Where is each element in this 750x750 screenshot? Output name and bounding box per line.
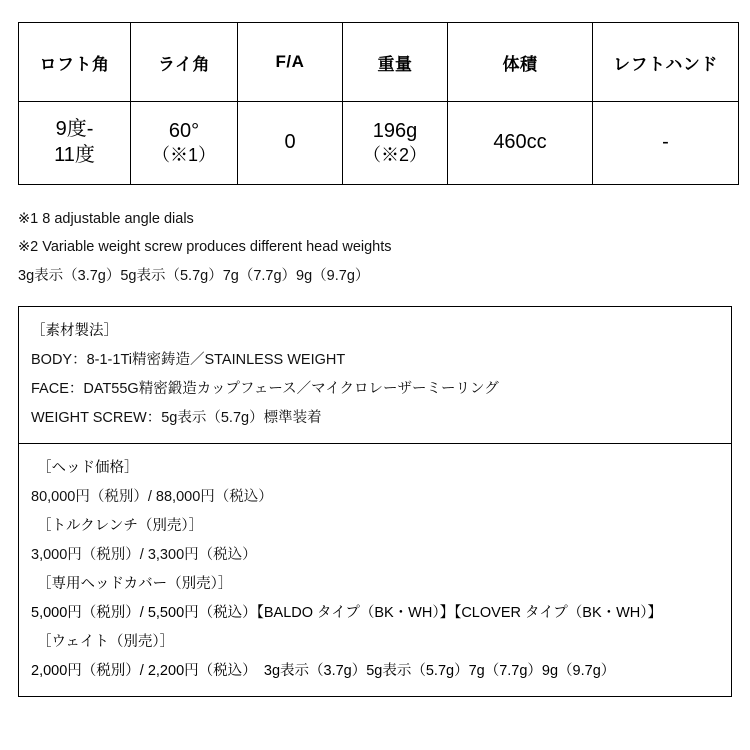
column-header-weight: 重量 (343, 23, 448, 102)
material-weight-screw-line: WEIGHT SCREW：5g表示（5.7g）標準装着 (31, 409, 322, 426)
weight-option-heading: ［ウェイト（別売）］ (37, 633, 175, 650)
material-body-line: BODY：8-1-1Ti精密鋳造／STAINLESS WEIGHT (31, 351, 346, 368)
material-face-line: FACE：DAT55G精密鍛造カップフェース／マイクロレーザーミーリング (31, 380, 499, 397)
footnote-2: ※2 Variable weight screw produces different head weights (18, 239, 392, 256)
cell-left-hand: - (593, 102, 739, 185)
cell-weight-sub: （※2） (362, 145, 427, 166)
torque-wrench-value: 3,000円（税別）/ 3,300円（税込） (31, 546, 257, 563)
footnote-1: ※1 8 adjustable angle dials (18, 211, 194, 227)
column-header-lie: ライ角 (131, 23, 238, 102)
head-cover-heading: ［専用ヘッドカバー（別売）］ (37, 575, 233, 592)
head-cover-value: 5,000円（税別）/ 5,500円（税込）【BALDO タイプ（BK・WH）】【CLOVER タイプ（BK・WH）】 (31, 604, 663, 621)
cell-volume: 460cc (448, 102, 593, 185)
cell-weight (343, 102, 448, 185)
column-header-volume: 体積 (448, 23, 593, 102)
spec-table (18, 22, 739, 185)
material-heading: ［素材製法］ (31, 322, 118, 339)
column-header-left-hand: レフトハンド (593, 23, 739, 102)
weight-option-value: 2,000円（税別）/ 2,200円（税込） 3g表示（3.7g）5g表示（5.7g）7g（7.7g）9g（9.7g） (31, 662, 616, 679)
cell-lie-main: 60° (168, 119, 200, 142)
spec-table-row (19, 102, 739, 185)
price-section (19, 443, 731, 696)
cell-loft-main: 9度- (55, 118, 94, 141)
head-price-value: 80,000円（税別）/ 88,000円（税込） (31, 488, 273, 505)
spec-table-header-row (19, 23, 739, 102)
cell-loft (19, 102, 131, 185)
material-section (19, 307, 731, 443)
column-header-loft: ロフト角 (19, 23, 131, 102)
cell-lie (131, 102, 238, 185)
cell-loft-main2: 11度 (54, 144, 95, 166)
cell-weight-main: 196g (372, 119, 418, 142)
torque-wrench-heading: ［トルクレンチ（別売）］ (37, 517, 204, 534)
cell-fa: 0 (238, 102, 343, 185)
cell-lie-sub: （※1） (151, 145, 216, 166)
footnotes (18, 205, 732, 290)
info-box (18, 306, 732, 697)
column-header-fa: F/A (238, 23, 343, 102)
head-price-heading: ［ヘッド価格］ (37, 459, 139, 476)
footnote-3: 3g表示（3.7g）5g表示（5.7g）7g（7.7g）9g（9.7g） (18, 267, 370, 284)
